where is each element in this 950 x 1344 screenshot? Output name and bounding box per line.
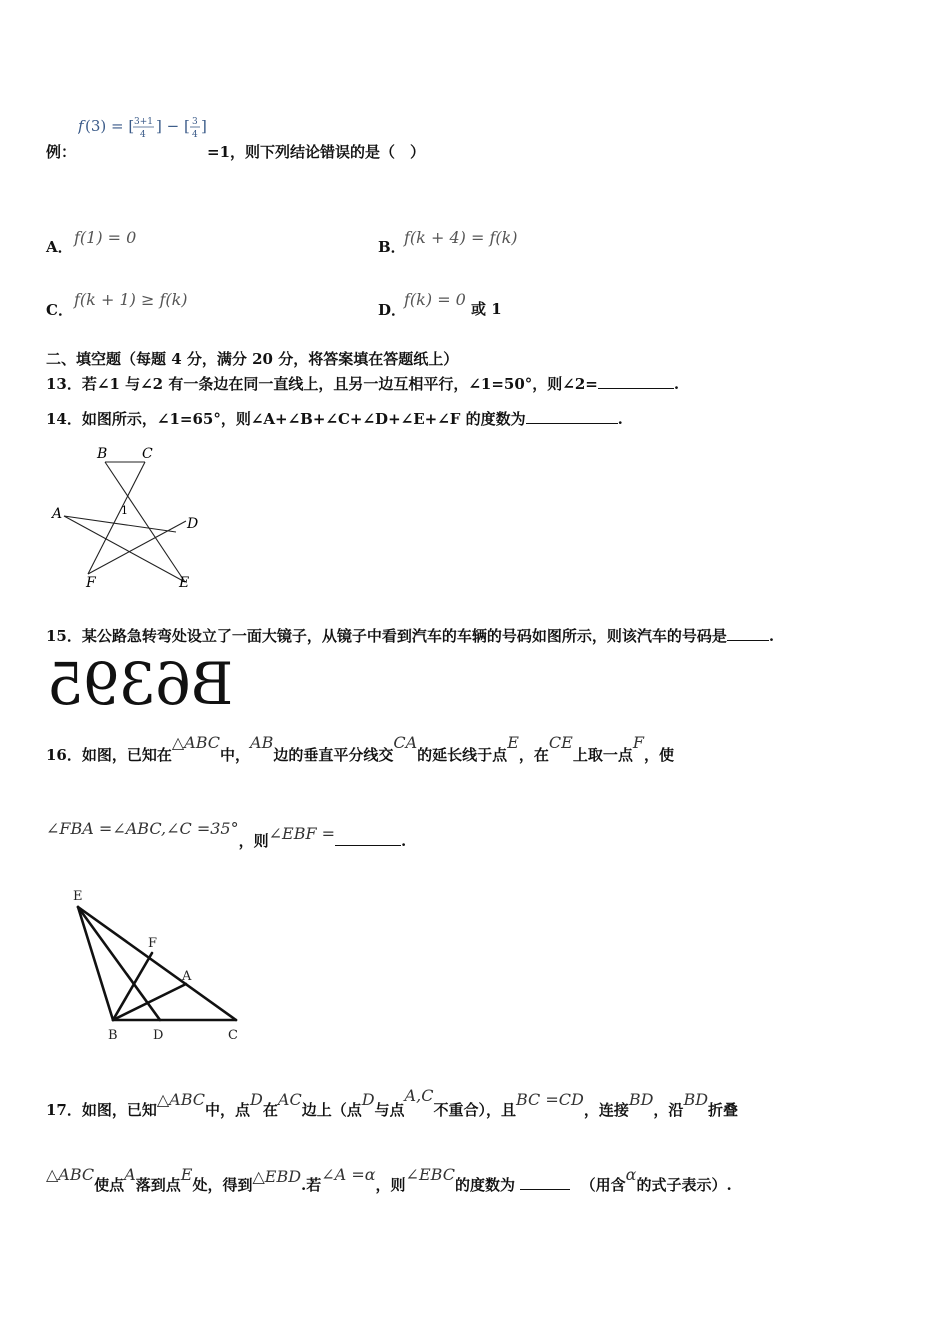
q16-text-2: 中， bbox=[220, 746, 251, 764]
q17-line1 bbox=[46, 1086, 739, 1120]
svg-text:4: 4 bbox=[192, 130, 198, 140]
q17-math-13: ∠A =α bbox=[321, 1165, 376, 1184]
q17-text-14: ，则 bbox=[375, 1176, 406, 1194]
q17-math-7: BD bbox=[628, 1090, 654, 1109]
q17-text-9: 折叠 bbox=[708, 1101, 739, 1119]
option-b-letter[interactable]: B． bbox=[378, 238, 406, 256]
q17-math-5: A,C bbox=[404, 1086, 434, 1105]
q15-answer-blank[interactable] bbox=[727, 626, 769, 641]
option-b-math: f(k + 4) = f(k) bbox=[404, 228, 518, 247]
fig14-label-b: B bbox=[97, 446, 108, 462]
svg-text:(3) = [: (3) = [ bbox=[85, 117, 135, 135]
q16-text-5: ，在 bbox=[518, 746, 549, 764]
q17-math-2: D bbox=[250, 1090, 263, 1109]
q17-math-11: E bbox=[180, 1165, 193, 1184]
q16-math-4: E bbox=[507, 733, 519, 752]
q17-math-9: △ABC bbox=[46, 1165, 95, 1184]
fig16-label-b: B bbox=[108, 1028, 118, 1043]
q14-end: . bbox=[617, 410, 623, 428]
q17-text-15: 的度数为 bbox=[454, 1176, 515, 1194]
q13-question: 13．若∠1 与∠2 有一条边在同一直线上，且另一边互相平行，∠1=50°，则∠2= bbox=[46, 375, 598, 393]
q13-answer-blank[interactable] bbox=[598, 374, 674, 389]
star-figure bbox=[50, 442, 210, 592]
option-d-extra: 或 1 bbox=[471, 300, 502, 318]
q17-text-7: ，连接 bbox=[583, 1101, 629, 1119]
q17-text-2: 中，点 bbox=[205, 1101, 251, 1119]
q16-answer-blank[interactable] bbox=[335, 831, 401, 846]
q16-line2 bbox=[46, 819, 407, 851]
section-heading: 二、填空题（每题 4 分，满分 20 分，将答案填在答题纸上） bbox=[46, 350, 459, 368]
fig16-label-c: C bbox=[228, 1028, 238, 1043]
q17-text-4: 边上（点 bbox=[301, 1101, 362, 1119]
option-c-math: f(k + 1) ≥ f(k) bbox=[74, 290, 188, 309]
q17-math-8: BD bbox=[683, 1090, 709, 1109]
triangle-figure bbox=[68, 885, 258, 1050]
q14-figure bbox=[50, 442, 210, 596]
option-d-math: f(k) = 0 bbox=[404, 290, 466, 309]
q13-end: . bbox=[673, 375, 680, 393]
svg-text:3+1: 3+1 bbox=[134, 117, 153, 127]
q14-text bbox=[46, 408, 623, 429]
q17-math-4: D bbox=[361, 1090, 375, 1109]
q17-text-1: 17．如图，已知 bbox=[46, 1101, 157, 1119]
q17-text-6: 不重合），且 bbox=[433, 1101, 516, 1119]
option-d-letter[interactable]: D． bbox=[378, 301, 407, 319]
q12-lead: 例： bbox=[46, 143, 77, 161]
q16-text-7: ，使 bbox=[643, 746, 674, 764]
q17-text-10: 使点 bbox=[94, 1176, 125, 1194]
q16-text-3: 边的垂直平分线交 bbox=[273, 746, 394, 764]
q17-text-8: ，沿 bbox=[653, 1101, 684, 1119]
q16-math-8: ∠EBF = bbox=[268, 824, 336, 843]
q17-math-10: A bbox=[124, 1165, 136, 1184]
fig16-label-e: E bbox=[73, 889, 83, 904]
q17-math-14: ∠EBC bbox=[405, 1165, 455, 1184]
q12-formula bbox=[78, 114, 218, 146]
q16-math-7: ∠FBA =∠ABC,∠C =35° bbox=[46, 819, 239, 838]
q16-text-6: 上取一点 bbox=[572, 746, 633, 764]
mirrored-license-plate: B6395 bbox=[48, 650, 234, 718]
q16-text-8: ，则 bbox=[238, 832, 269, 850]
q15-end: . bbox=[768, 627, 775, 645]
q17-line2 bbox=[46, 1165, 732, 1195]
q14-question: 14．如图所示，∠1=65°，则∠A+∠B+∠C+∠D+∠E+∠F 的度数为 bbox=[46, 410, 526, 428]
svg-text:4: 4 bbox=[140, 130, 146, 140]
q17-math-6: BC =CD bbox=[515, 1090, 584, 1109]
q17-math-3: AC bbox=[277, 1090, 302, 1109]
q16-end: . bbox=[401, 832, 407, 850]
q16-figure bbox=[68, 885, 258, 1054]
fig14-label-c: C bbox=[142, 446, 153, 462]
q17-text-16: （用含 bbox=[580, 1176, 626, 1194]
q17-math-12: △EBD bbox=[252, 1167, 302, 1186]
fig14-label-1: 1 bbox=[121, 504, 128, 517]
q16-text-1: 16．如图，已知在 bbox=[46, 746, 172, 764]
q17-math-1: △ABC bbox=[156, 1090, 206, 1109]
fig14-label-e: E bbox=[179, 575, 190, 591]
q16-math-1: △ABC bbox=[171, 733, 221, 752]
option-a-math: f(1) = 0 bbox=[74, 228, 137, 247]
q15-text bbox=[46, 625, 774, 646]
q12-formula-graphic bbox=[78, 114, 218, 142]
q17-math-16: α bbox=[625, 1165, 637, 1184]
svg-text:]: ] bbox=[201, 117, 207, 135]
option-a-letter[interactable]: A． bbox=[46, 238, 73, 256]
q12-tail-text: =1，则下列结论错误的是（ ） bbox=[207, 143, 426, 161]
q13-text bbox=[46, 373, 679, 394]
q17-text-13: .若 bbox=[301, 1176, 322, 1194]
q17-text-12: 处，得到 bbox=[192, 1176, 253, 1194]
fig16-label-d: D bbox=[153, 1028, 164, 1043]
q17-text-3: 在 bbox=[262, 1101, 278, 1119]
q16-text-4: 的延长线于点 bbox=[417, 746, 508, 764]
fig14-label-d: D bbox=[187, 516, 199, 532]
q17-text-17: 的式子表示）. bbox=[636, 1176, 732, 1194]
fig14-label-f: F bbox=[86, 575, 96, 591]
q16-math-6: F bbox=[632, 733, 644, 752]
q14-answer-blank[interactable] bbox=[526, 409, 618, 424]
svg-text:] − [: ] − [ bbox=[156, 117, 190, 135]
q16-math-5: CE bbox=[548, 733, 573, 752]
q17-text-11: 落到点 bbox=[135, 1176, 181, 1194]
q17-text-5: 与点 bbox=[374, 1101, 405, 1119]
q16-line1 bbox=[46, 733, 674, 784]
q16-math-2: AB bbox=[250, 733, 274, 752]
fig16-label-f: F bbox=[148, 936, 158, 951]
svg-text:f: f bbox=[78, 117, 84, 135]
q15-question: 15．某公路急转弯处设立了一面大镜子，从镜子中看到汽车的车辆的号码如图所示，则该汽车的号码是 bbox=[46, 627, 727, 645]
fig16-label-a: A bbox=[182, 969, 192, 984]
option-c-letter[interactable]: C． bbox=[46, 301, 73, 319]
fig14-label-a: A bbox=[52, 506, 63, 522]
svg-text:3: 3 bbox=[192, 117, 198, 127]
q17-answer-blank[interactable] bbox=[520, 1175, 570, 1190]
q16-math-3: CA bbox=[393, 733, 418, 752]
